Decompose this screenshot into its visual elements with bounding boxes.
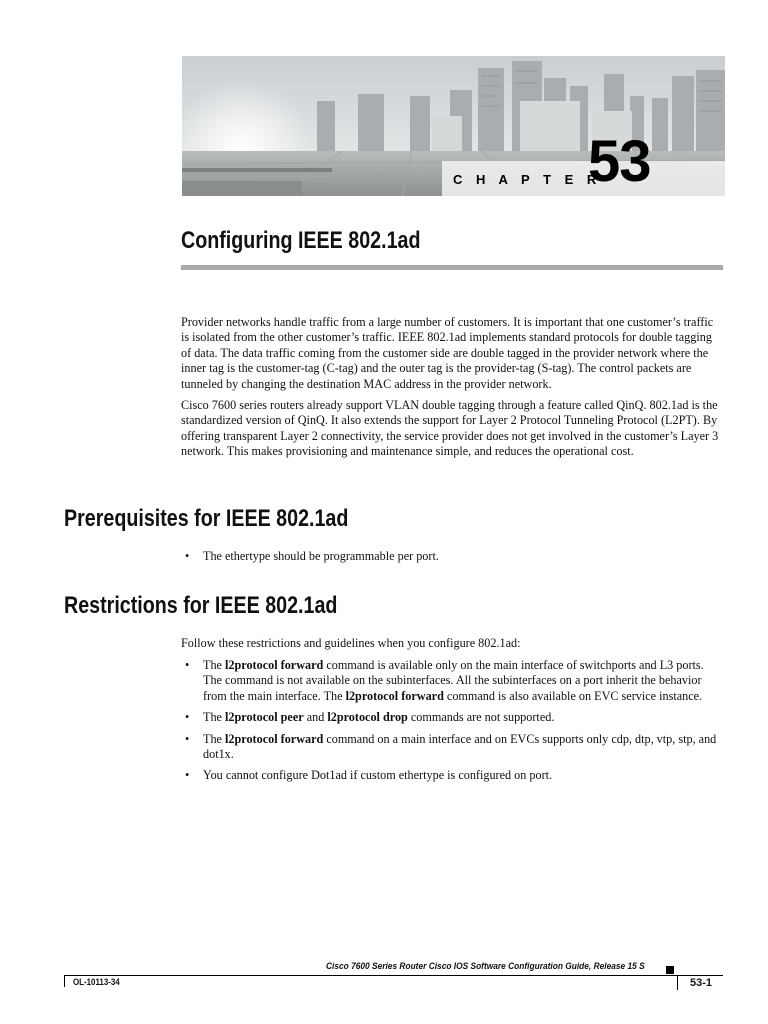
restrictions-intro: Follow these restrictions and guidelines when you configure 802.1ad: — [181, 636, 521, 650]
bullet-icon: • — [185, 768, 190, 783]
command-text: l2protocol forward — [225, 658, 324, 672]
command-text: l2protocol forward — [345, 688, 444, 703]
bullet-icon: • — [185, 549, 190, 563]
title-rule — [181, 265, 723, 270]
list-item: • The l2protocol peer and l2protocol drop commands are not supported. — [185, 710, 555, 725]
chapter-number: 53 — [588, 129, 651, 194]
list-item: • The l2protocol forward command on a main interface and on EVCs supports only cdp, dtp, vtp, stp, and dot1x. — [185, 731, 717, 762]
intro-paragraph-1: Provider networks handle traffic from a large number of customers. It is important that one customer’s traffic is isolated from the other customer’s traffic. IEEE 802.1ad implements standard protocols for double tagging of data. The data traffic coming from the customer side are double tagged in the provider network where the inner tag is the customer-tag (C-tag) and the outer tag is the provider-tag (S-tag). The control packets are tunneled by changing the destination MAC address in the provider network. — [181, 315, 714, 391]
footer-rule — [64, 975, 723, 976]
bullet-icon: • — [185, 658, 190, 672]
command-text: l2protocol drop — [327, 710, 408, 725]
command-text: l2protocol peer — [225, 710, 304, 725]
page-number: 53-1 — [677, 976, 724, 990]
bullet-icon: • — [185, 710, 190, 725]
footer-guide-title: Cisco 7600 Series Router Cisco IOS Software Configuration Guide, Release 15 S — [326, 961, 645, 972]
intro-paragraph-2: Cisco 7600 series routers already support VLAN double tagging through a feature called QinQ. 802.1ad is the standardized version of QinQ. It also extends the support for Layer 2 Protocol Tunneling Protocol (L2PT). By offering transparent Layer 2 connectivity, the service provider does not get involved in the customer’s Layer 3 network. This makes provisioning and maintenance simple, and reduces the operational cost. — [181, 398, 719, 459]
footer-tick — [64, 975, 65, 987]
footer-marker — [666, 966, 674, 974]
bullet-icon: • — [185, 731, 190, 746]
restrictions-heading: Restrictions for IEEE 802.1ad — [64, 592, 338, 619]
command-text: l2protocol forward — [225, 731, 324, 746]
footer-doc-number: OL-10113-34 — [73, 977, 120, 987]
chapter-label: C H A P T E R — [453, 172, 602, 187]
restrictions-list — [181, 658, 722, 784]
list-item: • The ethertype should be programmable per port. — [185, 549, 439, 563]
list-item: • You cannot configure Dot1ad if custom ethertype is configured on port. — [185, 768, 553, 783]
prerequisites-heading: Prerequisites for IEEE 802.1ad — [64, 505, 349, 532]
list-item: • The l2protocol forward command is available only on the main interface of switchports and L3 ports. The command is not available on the subinterfaces. All the subinterfaces on a port inherit the behavior from the main interface. The l2protocol forward command is also available on EVC service instance. — [185, 658, 704, 703]
prerequisites-list — [181, 549, 722, 564]
page-title: Configuring IEEE 802.1ad — [181, 227, 421, 254]
